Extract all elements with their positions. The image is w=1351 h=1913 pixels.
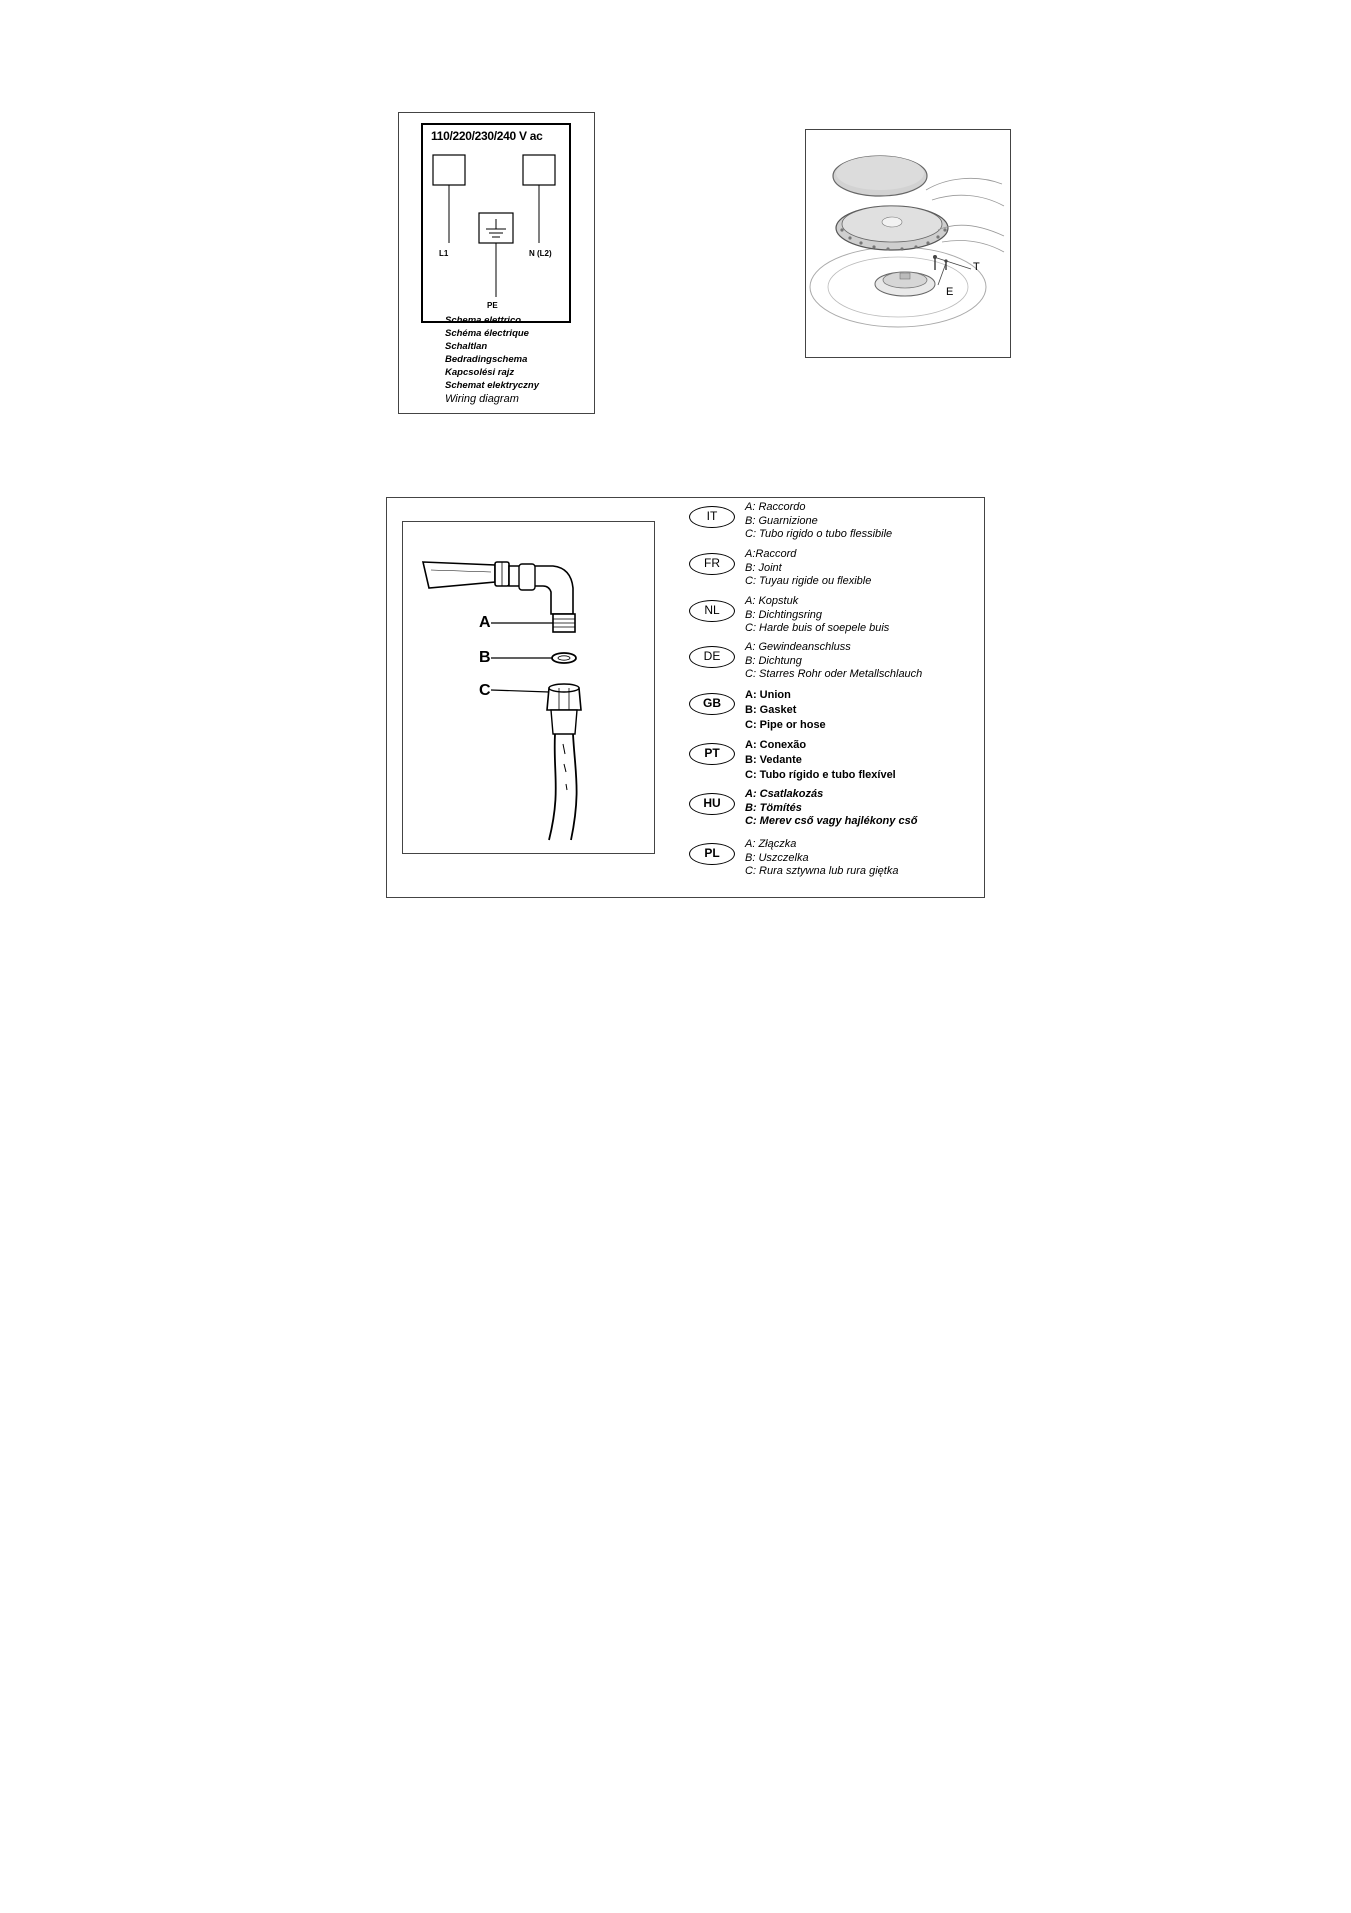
- legend-de-b: B: Dichtung: [745, 654, 802, 667]
- wiring-caption-de: Schaltlan: [445, 341, 488, 352]
- legend-nl-b: B: Dichtingsring: [745, 608, 823, 621]
- injector: [900, 273, 910, 279]
- leader-c: [491, 690, 549, 692]
- legend-it-a: A: Raccordo: [745, 501, 806, 513]
- terminal-l1-box: [433, 155, 465, 185]
- legend-pt-a: A: Conexão: [745, 739, 807, 751]
- legend-nl-a: A: Kopstuk: [745, 595, 799, 607]
- wiring-caption-hu: Kapcsolési rajz: [445, 367, 515, 378]
- legend-fr-b: B: Joint: [745, 561, 782, 574]
- legend-it-c: C: Tubo rigido o tubo flessibile: [745, 528, 893, 540]
- wiring-caption-it: Schema elettrico: [445, 315, 522, 326]
- legend-gb-a: A: Union: [745, 689, 791, 701]
- flexible-hose: [549, 734, 577, 840]
- legend-de-a: A: Gewindeanschluss: [745, 641, 851, 653]
- burner-crown-hole: [882, 217, 902, 227]
- fitting-label-a: A: [479, 614, 491, 631]
- fitting-label-c: C: [479, 682, 491, 699]
- wiring-diagram-panel: [398, 112, 595, 414]
- legend-de-c: C: Starres Rohr oder Metallschlauch: [745, 668, 923, 680]
- legend-hu-c: C: Merev cső vagy hajlékony cső: [745, 815, 918, 827]
- legend-pl-c: C: Rura sztywna lub rura giętka: [745, 865, 899, 877]
- language-badge-gb: GB: [689, 693, 735, 715]
- wiring-schematic: [423, 125, 569, 321]
- legend-fr-c: C: Tuyau rigide ou flexible: [745, 575, 872, 587]
- thermocouple-tip: [933, 255, 937, 259]
- wiring-diagram-box: [421, 123, 571, 323]
- wiring-caption-nl: Bedradingschema: [445, 354, 528, 365]
- legend-fr-a: A:Raccord: [745, 548, 797, 560]
- burner-diagram-panel: [805, 129, 1011, 358]
- terminal-n-box: [523, 155, 555, 185]
- language-badge-hu: HU: [689, 793, 735, 815]
- terminal-pe-label: PE: [487, 301, 498, 310]
- legend-hu-a: A: Csatlakozás: [745, 788, 824, 800]
- language-badge-pl: PL: [689, 843, 735, 865]
- legend-pl-b: B: Uszczelka: [745, 851, 809, 864]
- legend-nl-c: C: Harde buis of soepele buis: [745, 622, 890, 634]
- legend-gb-b: B: Gasket: [745, 704, 797, 716]
- leader-e: [938, 263, 946, 285]
- language-badge-fr: FR: [689, 553, 735, 575]
- gas-connection-panel: [386, 497, 985, 898]
- terminal-n-label: N (L2): [529, 249, 552, 258]
- wiring-caption-fr: Schéma électrique: [445, 328, 529, 339]
- burner-illustration: [806, 130, 1010, 357]
- legend-pt-b: B: Vedante: [745, 754, 802, 766]
- wiring-caption-pl: Schemat elektryczny: [445, 380, 539, 391]
- fitting-label-b: B: [479, 649, 491, 666]
- language-badge-it: IT: [689, 506, 735, 528]
- legend-pt-c: C: Tubo rígido e tubo flexível: [745, 769, 896, 781]
- rigid-pipe: [423, 562, 495, 588]
- legend-pl-a: A: Złączka: [745, 838, 797, 850]
- burner-label-t: T: [973, 261, 980, 273]
- voltage-label: 110/220/230/240 V ac: [431, 129, 543, 143]
- wiring-captions: [445, 314, 595, 406]
- language-badge-pt: PT: [689, 743, 735, 765]
- burner-label-e: E: [946, 286, 954, 298]
- burner-cap-top: [836, 156, 924, 190]
- legend-hu-b: B: Tömítés: [745, 801, 802, 814]
- language-badge-de: DE: [689, 646, 735, 668]
- legend-it-b: B: Guarnizione: [745, 514, 818, 527]
- hand-upper: [926, 178, 1004, 206]
- gas-fitting-drawing: [403, 522, 654, 853]
- gas-fitting-illustration: [402, 521, 655, 854]
- terminal-l1-label: L1: [439, 249, 449, 258]
- language-badge-nl: NL: [689, 600, 735, 622]
- legend-gb-c: C: Pipe or hose: [745, 719, 826, 731]
- wiring-caption-en: Wiring diagram: [445, 393, 519, 405]
